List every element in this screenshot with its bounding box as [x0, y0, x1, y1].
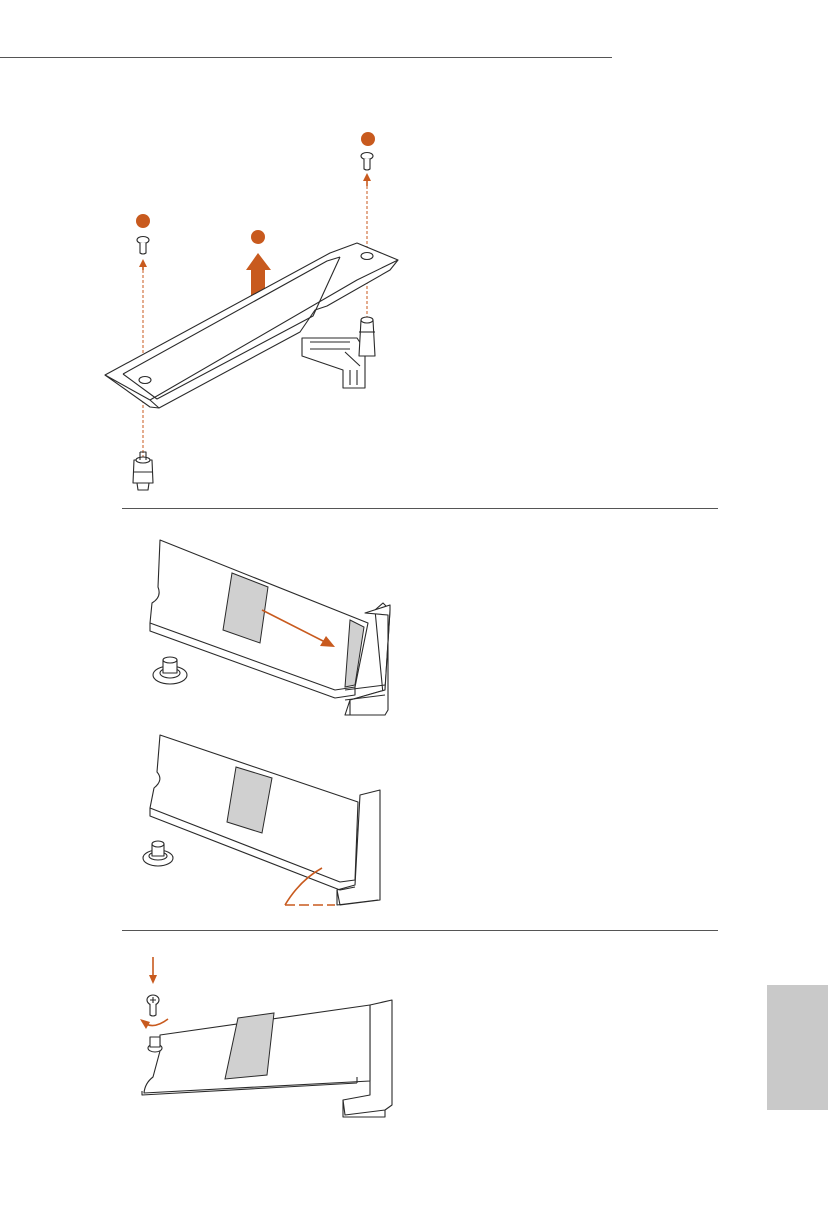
heatsink-removal-diagram: [95, 120, 415, 500]
step-marker-left: [136, 214, 150, 228]
standoff-icon: [153, 657, 187, 684]
screw-icon-right: [361, 153, 373, 171]
step-marker-right: [361, 132, 375, 146]
standoff-icon-left: [133, 452, 153, 490]
standoff-icon-right: [359, 317, 375, 356]
standoff-icon: [143, 841, 173, 866]
ssd-card: [150, 735, 358, 890]
m2-connector-icon: [302, 338, 365, 388]
ssd-angle-diagram: [140, 730, 410, 915]
section-rule-2: [122, 930, 718, 931]
down-arrow-icon: [149, 957, 157, 984]
screw-fastening-diagram: [130, 955, 400, 1125]
section-rule-1: [122, 508, 718, 509]
rotate-arrow-icon: [140, 1019, 168, 1029]
language-side-tab: [767, 985, 828, 1110]
step-marker-center: [251, 230, 265, 244]
standoff-icon: [148, 1037, 162, 1052]
header-rule: [0, 57, 612, 58]
ssd-card: [142, 1005, 370, 1095]
screw-icon: [147, 995, 159, 1016]
ssd-insertion-diagram: [140, 535, 410, 720]
screw-icon-left: [137, 237, 149, 255]
